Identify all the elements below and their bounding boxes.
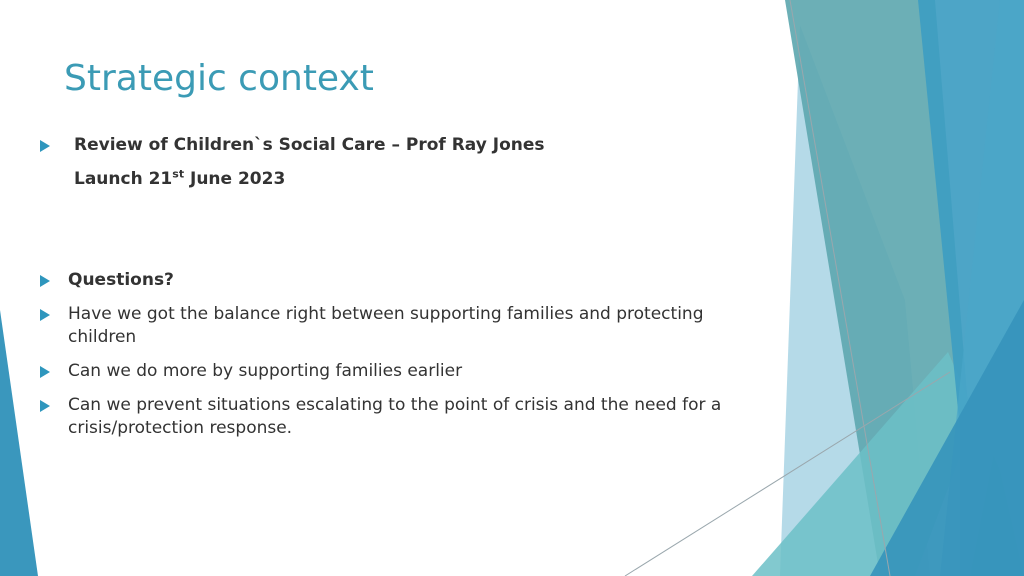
- launch-prefix: Launch 21: [74, 169, 173, 189]
- bullet-balance: Have we got the balance right between supporting families and protecting children: [68, 304, 704, 347]
- bullet-arrow-icon: [40, 366, 50, 378]
- bullet-arrow-icon: [40, 309, 50, 321]
- review-line: Review of Children`s Social Care – Prof Ray Jones: [74, 135, 545, 155]
- bullet-arrow-icon: [40, 140, 50, 152]
- slide-title: Strategic context: [64, 58, 374, 99]
- left-edge-sliver: [0, 310, 38, 576]
- bullet-questions: Questions?: [68, 270, 174, 290]
- bullet-earlier: Can we do more by supporting families earlier: [68, 361, 463, 381]
- bullet-prevent: Can we prevent situations escalating to the point of crisis and the need for a crisis/protection response.: [68, 395, 722, 438]
- bullet-arrow-icon: [40, 275, 50, 287]
- launch-suffix: June 2023: [184, 169, 286, 189]
- bullet-arrow-icon: [40, 400, 50, 412]
- launch-line: [74, 168, 285, 191]
- launch-sup: st: [172, 167, 185, 181]
